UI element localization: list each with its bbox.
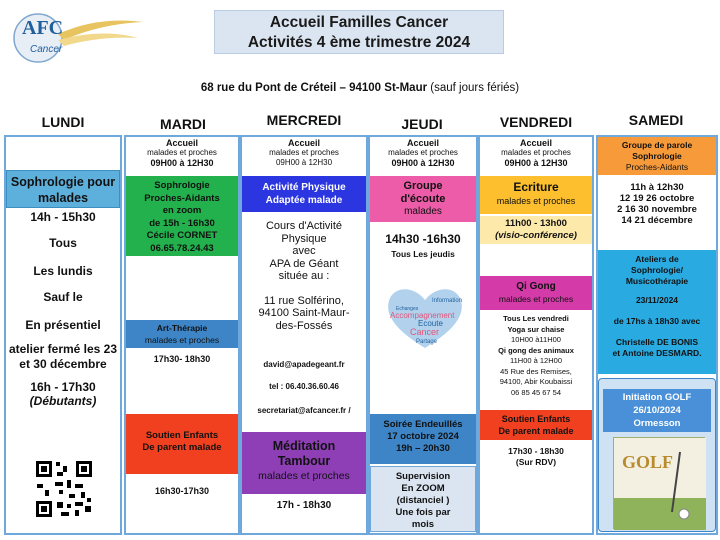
- vendredi-soutien: [480, 410, 592, 440]
- afc-logo-graphic: [8, 8, 148, 66]
- jeudi-groupe-ecoute: [370, 176, 476, 222]
- jeudi-hours: 14h30 -16h30: [385, 232, 461, 246]
- mardi-art-hours: 17h30- 18h30: [153, 354, 211, 364]
- jeudi-soiree-2: 19h – 20h30: [396, 443, 450, 454]
- mercredi-apa-text-4: située au :: [278, 270, 330, 282]
- day-lundi: LUNDI: [41, 114, 85, 130]
- samedi-gh-0: 11h à 12h30: [630, 182, 684, 193]
- samedi-gh-3: 14 21 décembre: [621, 215, 693, 226]
- vendredi-soutien-hours-box: [480, 446, 592, 468]
- golf-poster-image: [614, 438, 706, 530]
- heart-w1: Information: [432, 298, 463, 304]
- jeudi-sup-1: En ZOOM: [401, 483, 445, 494]
- mercredi-tel: tel : 06.40.36.60.46: [269, 382, 339, 391]
- mardi-soutien-0: Soutien Enfants: [145, 430, 219, 441]
- samedi-groupe-1: Sophrologie: [632, 151, 682, 161]
- vendredi-qg-3: Qi gong des animaux: [498, 345, 574, 355]
- vendredi-qg-6: 94100, Abir Koubaissi: [499, 377, 573, 386]
- qr-code[interactable]: [33, 458, 95, 520]
- jeudi-soiree-1: 17 octobre 2024: [387, 431, 459, 442]
- jeudi-accueil-title: Accueil: [406, 138, 439, 148]
- vendredi-ecriture: [480, 176, 592, 214]
- page-title: [214, 10, 504, 54]
- mardi-sophrologie: [126, 176, 238, 256]
- mercredi-medit-0: Méditation: [272, 439, 336, 453]
- mardi-art-title: Art-Thérapie: [156, 323, 208, 333]
- day-jeudi: JEUDI: [401, 116, 443, 132]
- jeudi-accueil-who: malades et proches: [388, 148, 458, 157]
- mardi-soph-1: Proches-Aidants: [144, 192, 220, 204]
- day-samedi: SAMEDI: [628, 112, 684, 128]
- vendredi-accueil-title: Accueil: [519, 138, 552, 148]
- lundi-note: (Débutants): [29, 394, 97, 408]
- mardi-accueil-hours: 09H00 à 12H30: [150, 158, 214, 168]
- samedi-ateliers-2: Musicothérapie: [625, 276, 689, 286]
- lundi-line-4: En présentiel: [25, 318, 101, 332]
- mercredi-apa-text-8: des-Fossés: [275, 319, 333, 332]
- logo-letters: AFC: [22, 17, 64, 39]
- mercredi-apa-text: [242, 220, 366, 332]
- samedi-gh-2: 2 16 30 novembre: [617, 204, 697, 215]
- mardi-soph-3: de 15h - 16h30: [149, 217, 215, 229]
- vendredi-soutien-rdv: (Sur RDV): [515, 457, 557, 467]
- jeudi-sup-3: Une fois par: [395, 507, 451, 518]
- samedi-golf-banner: [603, 389, 711, 432]
- vendredi-soutien-0: Soutien Enfants: [501, 414, 571, 424]
- title-line2: Activités 4 ème trimestre 2024: [247, 34, 471, 51]
- vendredi-qigong: [480, 276, 592, 310]
- vendredi-qg-0: Tous Les vendredi: [503, 314, 569, 323]
- mercredi-apa-text-6: 11 rue Solférino,: [264, 294, 344, 307]
- vendredi-qg-7: 06 85 45 67 54: [510, 387, 562, 397]
- address-main: 68 rue du Pont de Créteil – 94100 St-Maur: [200, 82, 428, 94]
- samedi-ateliers-0: Ateliers de: [635, 254, 679, 264]
- mardi-soutien-1: De parent malade: [142, 442, 222, 453]
- mercredi-medit-who: malades et proches: [258, 470, 350, 482]
- heart-icon: [382, 282, 468, 352]
- vendredi-ecriture-title: Ecriture: [513, 180, 559, 194]
- samedi-ateliers-1: Sophrologie/: [631, 265, 683, 275]
- vendredi-ecriture-who: malades et proches: [496, 196, 576, 206]
- mardi-soph-5: 06.65.78.24.43: [150, 242, 214, 254]
- mercredi-secretariat[interactable]: secretariat@afcancer.fr /: [257, 406, 351, 415]
- mercredi-meditation: [242, 432, 366, 494]
- jeudi-sup-2: (distanciel ): [396, 495, 450, 506]
- mercredi-apa-1: Adaptée malade: [265, 195, 343, 206]
- vendredi-qigong-who: malades et proches: [498, 294, 574, 304]
- samedi-gh-1: 12 19 26 octobre: [619, 193, 695, 204]
- mercredi-email[interactable]: david@apadegeant.fr: [263, 360, 345, 369]
- lundi-line-6: 16h - 17h30: [30, 380, 96, 394]
- qr-code-graphic: [33, 458, 95, 520]
- mardi-accueil-who: malades et proches: [147, 148, 217, 157]
- afc-logo: [8, 8, 148, 66]
- day-mercredi: MERCREDI: [266, 112, 342, 128]
- vendredi-qg-2: 10H00 à11H00: [511, 335, 561, 344]
- samedi-ateliers-who-0: Christelle DE BONIS: [615, 337, 699, 347]
- lundi-banner: [6, 170, 120, 208]
- mardi-soph-4: Cécile CORNET: [146, 230, 218, 241]
- heart-w6: Partage: [416, 339, 438, 345]
- mercredi-accueil: [242, 138, 366, 174]
- samedi-groupe-who: Proches-Aidants: [625, 162, 689, 172]
- jeudi-sup-4: mois: [411, 519, 435, 530]
- mardi-accueil-title: Accueil: [165, 138, 198, 148]
- mercredi-apa-text-0: Cours d'Activité: [265, 220, 343, 232]
- mercredi-apa-0: Activité Physique: [262, 182, 346, 193]
- samedi-golf: [598, 378, 716, 532]
- vendredi-accueil: [480, 138, 592, 174]
- address-note: (sauf jours fériés): [430, 82, 520, 94]
- lundi-line-5: atelier fermé les 23 et 30 décembre: [8, 342, 118, 371]
- samedi-ateliers: [598, 250, 716, 374]
- samedi-groupe-hours: [598, 182, 716, 226]
- day-mardi: MARDI: [160, 116, 206, 132]
- samedi-ateliers-hours: de 17hs à 18h30 avec: [613, 316, 701, 326]
- lundi-details: [6, 208, 120, 448]
- samedi-groupe-0: Groupe de parole: [621, 140, 693, 150]
- mercredi-apa-text-5: [242, 283, 366, 295]
- vendredi-accueil-who: malades et proches: [501, 148, 571, 157]
- lundi-line-0: 14h - 15h30: [30, 210, 96, 224]
- lundi-line-2: Les lundis: [33, 264, 93, 278]
- vendredi-ecriture-hours-box: [480, 216, 592, 244]
- lundi-line-1: Tous: [49, 236, 77, 250]
- lundi-banner-text: Sophrologie pour malades: [10, 175, 116, 205]
- mercredi-accueil-hours: 09H00 à 12H30: [275, 158, 333, 167]
- mardi-soph-0: Sophrologie: [154, 180, 210, 191]
- jeudi-supervision: [370, 466, 476, 532]
- mardi-soph-2: en zoom: [162, 205, 202, 216]
- mercredi-accueil-title: Accueil: [287, 138, 320, 148]
- mercredi-accueil-who: malades et proches: [269, 148, 339, 157]
- vendredi-accueil-hours: 09H00 à 12H30: [504, 158, 568, 168]
- jeudi-group-0: Groupe: [403, 180, 443, 192]
- samedi-golf-1: 26/10/2024: [633, 405, 681, 416]
- golf-poster: [613, 437, 705, 529]
- samedi-golf-0: Initiation GOLF: [622, 392, 692, 403]
- jeudi-soiree: [370, 414, 476, 464]
- jeudi-sup-0: Supervision: [395, 471, 451, 482]
- jeudi-soiree-0: Soirée Endeuillés: [383, 419, 463, 430]
- address: [0, 82, 720, 94]
- heart-w5: Cancer: [410, 327, 440, 337]
- samedi-ateliers-date: 23/11/2024: [635, 295, 679, 305]
- mardi-art-who: malades et proches: [144, 335, 220, 345]
- day-vendredi: VENDREDI: [499, 114, 573, 130]
- vendredi-soutien-hours: 17h30 - 18h30: [508, 446, 564, 456]
- mercredi-medit-1: Tambour: [277, 454, 331, 468]
- vendredi-qg-1: Yoga sur chaise: [507, 324, 565, 334]
- samedi-golf-2: Ormesson: [633, 418, 681, 429]
- title-line1: Accueil Familles Cancer: [269, 14, 449, 31]
- golf-poster-word: GOLF: [622, 452, 674, 472]
- vendredi-ecriture-hours: 11h00 - 13h00: [505, 218, 567, 229]
- samedi-ateliers-who-1: et Antoine DESMARD.: [612, 348, 702, 358]
- heart-w4: Ecoute: [418, 319, 443, 328]
- mardi-accueil: [126, 138, 238, 174]
- lundi-line-3: Sauf le: [43, 290, 83, 304]
- samedi-groupe: [598, 137, 716, 175]
- vendredi-ecriture-mode: (visio-conférence): [495, 230, 577, 241]
- jeudi-accueil-hours: 09H00 à 12H30: [391, 158, 455, 168]
- jeudi-group-1: d'écoute: [400, 193, 446, 205]
- mardi-soutien-hours: 16h30-17h30: [154, 486, 210, 496]
- mercredi-apa-text-3: APA de Géant: [269, 257, 339, 270]
- jeudi-group-who: malades: [404, 206, 442, 217]
- heart-w2: Echanges: [396, 306, 419, 312]
- mardi-soutien: [126, 414, 238, 474]
- logo-sub: Cancer: [30, 44, 63, 55]
- mercredi-apa-text-2: avec: [292, 245, 316, 257]
- vendredi-qigong-details: [480, 314, 592, 398]
- heart-w3: Accompagnement: [390, 311, 455, 320]
- mercredi-apa: [242, 176, 366, 212]
- jeudi-accueil: [370, 138, 476, 174]
- heart-graphic: [382, 282, 468, 352]
- mercredi-medit-hours: 17h - 18h30: [276, 500, 332, 511]
- vendredi-qg-5: 45 Rue des Remises,: [500, 366, 572, 376]
- jeudi-every: Tous Les jeudis: [391, 249, 455, 259]
- mercredi-apa-text-1: Physique: [281, 232, 327, 245]
- mercredi-apa-text-7: 94100 Saint-Maur-: [258, 307, 350, 319]
- vendredi-qg-4: 11H00 à 12H00: [510, 356, 562, 365]
- vendredi-qigong-title: Qi Gong: [516, 281, 556, 292]
- mardi-art-therapie: [126, 320, 238, 348]
- vendredi-soutien-1: De parent malade: [498, 426, 574, 436]
